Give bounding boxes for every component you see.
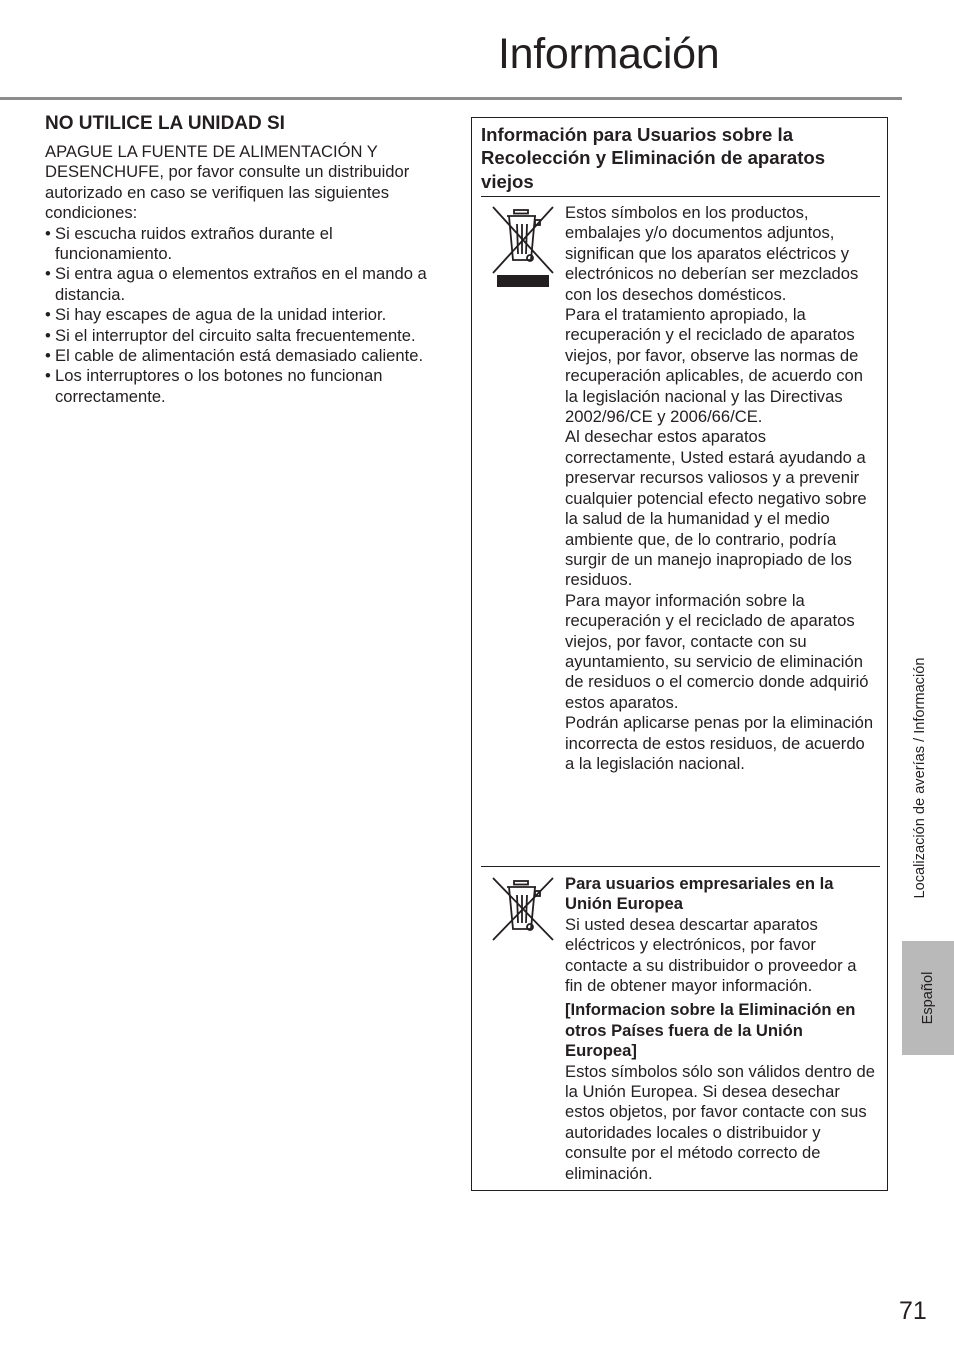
crossed-out-wheeled-bin-icon xyxy=(490,875,556,943)
list-item: • Si entra agua o elementos extraños en el mando a distancia. xyxy=(45,264,453,305)
subheading: [Informacion sobre la Eliminación en otros Países fuera de la Unión Europea] xyxy=(565,1000,856,1061)
title-divider xyxy=(0,97,902,100)
box-divider xyxy=(481,196,880,197)
crossed-out-wheeled-bin-icon xyxy=(490,204,556,276)
list-item: • El cable de alimentación está demasiado caliente. xyxy=(45,346,453,366)
subheading: Para usuarios empresariales en la Unión Europea xyxy=(565,874,834,914)
warning-section xyxy=(45,112,453,407)
disposal-info-title: Información para Usuarios sobre la Recolección y Eliminación de aparatos viejos xyxy=(481,124,826,192)
language-tab xyxy=(902,941,954,1055)
paragraph: Al desechar estos aparatos correctamente, Usted estará ayudando a preservar recursos valiosos y a prevenir cualquier potencial efecto negativo sobre la salud de la humanidad y el medio ambiente que, de lo contrario, podría surgir de un manejo inapropiado de los residuos. xyxy=(565,427,867,590)
disposal-text-business xyxy=(565,874,877,1184)
page-number: 71 xyxy=(899,1297,927,1325)
box-divider xyxy=(481,866,880,867)
paragraph: Estos símbolos sólo son válidos dentro de la Unión Europea. Si desea desechar estos objetos, por favor contacte con sus autoridades locales o distribuidor y consulte por el método correcto de eliminación. xyxy=(565,1061,875,1183)
bin-underline-bar xyxy=(497,275,549,287)
warning-intro: APAGUE LA FUENTE DE ALIMENTACIÓN Y DESENCHUFE, por favor consulte un distribuidor autorizado en caso se verifiquen las siguientes condiciones: xyxy=(45,142,410,223)
list-item: • Si hay escapes de agua de la unidad interior. xyxy=(45,305,453,325)
paragraph: Si usted desea descartar aparatos eléctricos y electrónicos, por favor contacte a su distribuidor o proveedor a fin de obtener mayor información. xyxy=(565,914,857,996)
disposal-text-general xyxy=(565,203,877,774)
paragraph: Para mayor información sobre la recuperación y el reciclado de aparatos viejos, por favor, contacte con su ayuntamiento, su servicio de eliminación de residuos o el comercio donde adquirió estos aparatos. xyxy=(565,590,869,712)
paragraph: Estos símbolos en los productos, embalajes y/o documentos adjuntos, significan que los aparatos eléctricos y electrónicos no deberían ser mezclados con los desechos domésticos. xyxy=(565,203,859,304)
disposal-info-box xyxy=(471,117,888,1191)
page-title: Información xyxy=(498,30,720,78)
warning-heading: NO UTILICE LA UNIDAD SI xyxy=(45,113,285,134)
section-tab-label: Localización de averías / Información xyxy=(912,657,928,899)
warning-list xyxy=(45,224,453,408)
list-item: • Si el interruptor del circuito salta frecuentemente. xyxy=(45,326,453,346)
list-item: • Si escucha ruidos extraños durante el funcionamiento. xyxy=(45,224,453,265)
list-item: • Los interruptores o los botones no funcionan correctamente. xyxy=(45,366,453,407)
paragraph: Para el tratamiento apropiado, la recuperación y el reciclado de aparatos viejos, por favor, observe las normas de recuperación aplicables, de acuerdo con la legislación nacional y las Directivas 2002/96/CE y 2006/66/CE. xyxy=(565,305,863,427)
language-tab-label: Español xyxy=(920,971,936,1025)
paragraph: Podrán aplicarse penas por la eliminación incorrecta de estos residuos, de acuerdo a la legislación nacional. xyxy=(565,713,874,773)
